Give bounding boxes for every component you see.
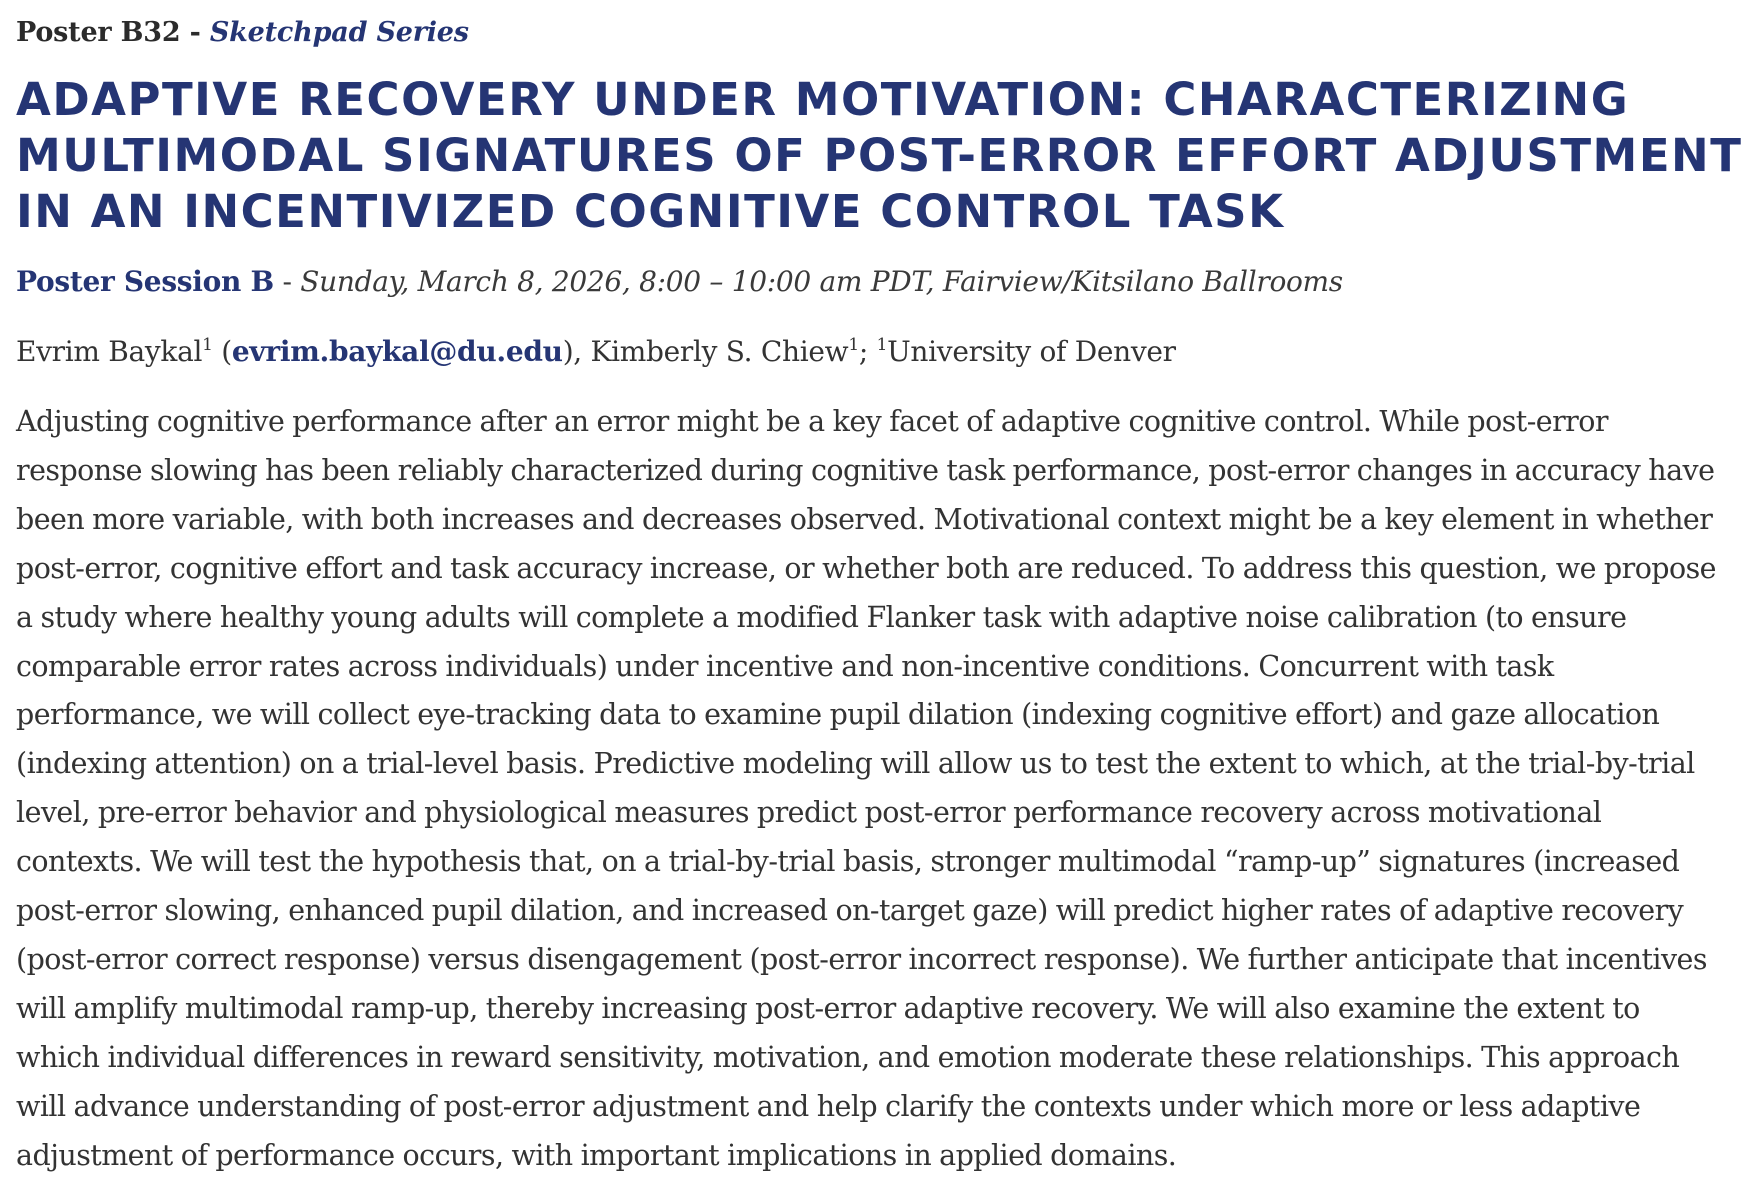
affiliation-superscript: 1 — [848, 335, 859, 355]
affiliation-name: University of Denver — [887, 335, 1176, 368]
abstract-line: level, pre-error behavior and physiological measures predict post-error performance recovery across motivational — [16, 796, 1602, 830]
author-name: Evrim Baykal — [16, 335, 203, 368]
authors-line — [16, 335, 1176, 368]
abstract-line: performance, we will collect eye-tracking data to examine pupil dilation (indexing cognitive effort) and gaze allocation — [16, 698, 1660, 732]
title-line: ADAPTIVE RECOVERY UNDER MOTIVATION: CHARACTERIZING — [16, 73, 1630, 126]
abstract-line: a study where healthy young adults will complete a modified Flanker task with adaptive noise calibration (to ensure — [16, 600, 1627, 634]
abstract-line: contexts. We will test the hypothesis that, on a trial-by-trial basis, stronger multimodal “ramp-up” signatures (increased — [16, 845, 1680, 879]
abstract-line: post-error, cognitive effort and task accuracy increase, or whether both are reduced. To address this question, we propose — [16, 551, 1717, 585]
abstract-line: (post-error correct response) versus disengagement (post-error incorrect response). We further anticipate that incentives — [16, 942, 1707, 976]
affiliation-separator: ; — [858, 335, 877, 368]
session-info — [16, 265, 1343, 298]
author-email-link[interactable]: evrim.baykal@du.edu — [231, 335, 563, 368]
abstract-line: (indexing attention) on a trial-level basis. Predictive modeling will allow us to test the extent to which, at the trial-by-trial — [16, 747, 1695, 781]
abstract-line: comparable error rates across individuals) under incentive and non-incentive conditions. Concurrent with task — [16, 649, 1554, 683]
abstract-body — [16, 398, 1751, 1181]
paren-close: ), — [562, 335, 591, 368]
session-separator: - — [273, 265, 301, 298]
poster-id: Poster B32 — [16, 17, 181, 48]
abstract-line: which individual differences in reward sensitivity, motivation, and emotion moderate these relationships. This approach — [16, 1040, 1680, 1074]
session-name: Poster Session B — [16, 265, 274, 298]
abstract-line: will amplify multimodal ramp-up, thereby increasing post-error adaptive recovery. We will also examine the extent to — [16, 991, 1640, 1025]
title-line: MULTIMODAL SIGNATURES OF POST-ERROR EFFORT ADJUSTMENT — [16, 129, 1743, 182]
abstract-line: Adjusting cognitive performance after an error might be a key facet of adaptive cognitive control. While post-error — [16, 405, 1608, 438]
series-name: Sketchpad Series — [209, 17, 469, 48]
abstract-line: post-error slowing, enhanced pupil dilation, and increased on-target gaze) will predict higher rates of adaptive recovery — [16, 894, 1684, 928]
abstract-line: adjustment of performance occurs, with important implications in applied domains. — [16, 1138, 1177, 1172]
affiliation-superscript: 1 — [202, 335, 213, 355]
title-line: IN AN INCENTIVIZED COGNITIVE CONTROL TASK — [16, 185, 1285, 238]
abstract-line: been more variable, with both increases and decreases observed. Motivational context might be a key element in whether — [16, 502, 1713, 536]
abstract-line: response slowing has been reliably characterized during cognitive task performance, post-error changes in accuracy have — [16, 453, 1715, 487]
affiliation-marker: 1 — [876, 335, 888, 355]
session-details: Sunday, March 8, 2026, 8:00 – 10:00 am PDT, Fairview/Kitsilano Ballrooms — [300, 265, 1343, 298]
poster-id-line — [16, 17, 469, 48]
abstract-line: will advance understanding of post-error adjustment and help clarify the contexts under which more or less adaptive — [16, 1089, 1641, 1123]
poster-title — [16, 72, 1751, 240]
author-name: Kimberly S. Chiew — [590, 335, 849, 368]
paren-open: ( — [212, 335, 232, 368]
poster-id-separator: - — [180, 17, 210, 48]
